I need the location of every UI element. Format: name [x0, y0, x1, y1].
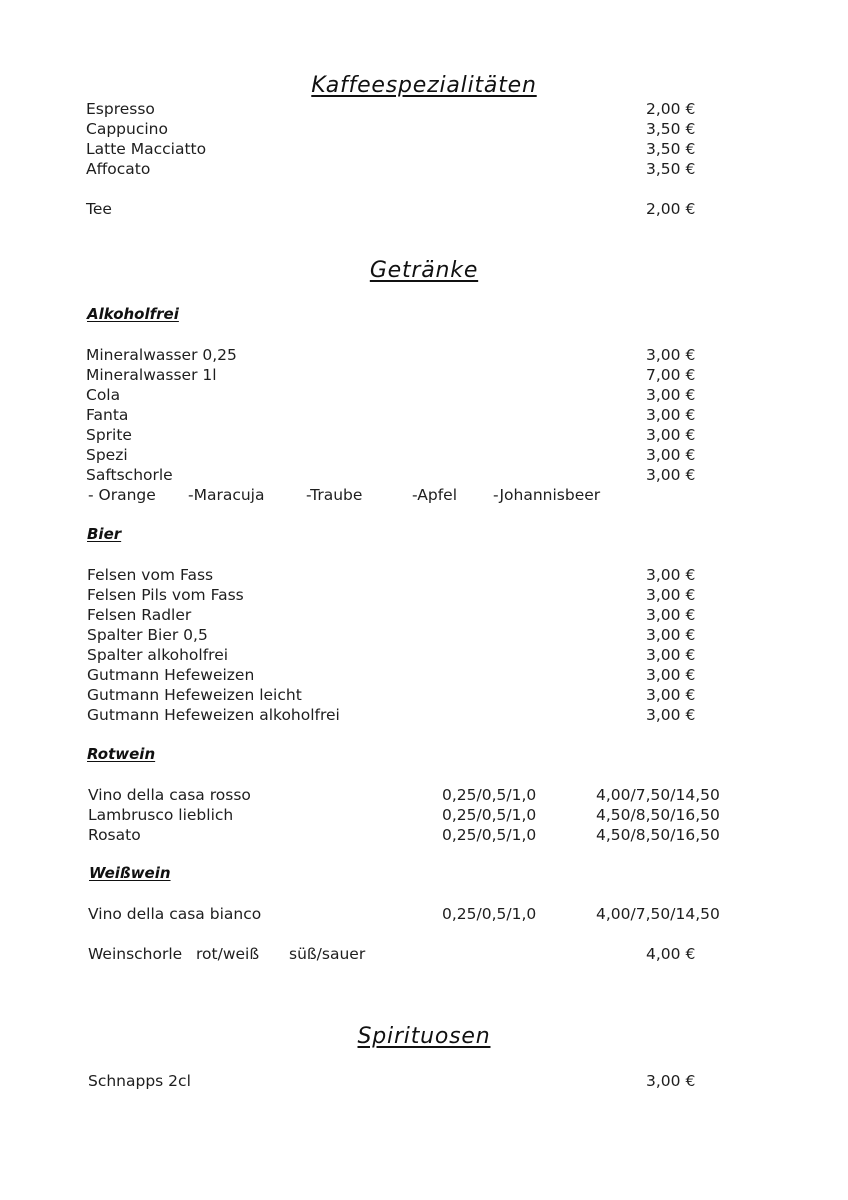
item-name: Vino della casa rosso — [88, 786, 251, 804]
item-name: Vino della casa bianco — [88, 905, 262, 923]
item-sizes: 0,25/0,5/1,0 — [442, 826, 537, 844]
item-name: Fanta — [86, 406, 129, 424]
list-item — [0, 705, 848, 725]
list-item — [0, 685, 848, 705]
item-price: 3,00 € — [646, 446, 696, 464]
flavor-traube: -Traube — [306, 486, 363, 504]
list-item — [0, 605, 848, 625]
tee-list — [0, 199, 848, 219]
item-price: 4,00/7,50/14,50 — [596, 786, 720, 804]
item-name: Lambrusco lieblich — [88, 806, 234, 824]
flavor-row — [0, 485, 848, 505]
item-price: 3,00 € — [646, 466, 696, 484]
item-name: Gutmann Hefeweizen leicht — [87, 686, 302, 704]
list-item — [0, 785, 848, 805]
list-item — [0, 625, 848, 645]
item-price: 4,50/8,50/16,50 — [596, 826, 720, 844]
item-price: 3,00 € — [646, 606, 696, 624]
list-item — [0, 385, 848, 405]
item-name: Latte Macciatto — [86, 140, 207, 158]
item-price: 4,00 € — [646, 945, 696, 963]
list-item — [0, 565, 848, 585]
list-item — [0, 365, 848, 385]
bier-list — [0, 565, 848, 725]
section-title-kaffee: Kaffeespezialitäten — [311, 73, 537, 98]
item-price: 2,00 € — [646, 200, 696, 218]
item-price: 3,00 € — [646, 346, 696, 364]
flavor-orange: - Orange — [88, 486, 156, 504]
item-price: 3,00 € — [646, 686, 696, 704]
item-name: Felsen Radler — [87, 606, 192, 624]
item-price: 3,00 € — [646, 386, 696, 404]
subsection-title-bier: Bier — [87, 525, 122, 543]
list-item — [0, 139, 848, 159]
item-name: Spezi — [86, 446, 128, 464]
item-price: 3,50 € — [646, 120, 696, 138]
item-name: Mineralwasser 0,25 — [86, 346, 237, 364]
item-name: Rosato — [88, 826, 141, 844]
alkoholfrei-list — [0, 345, 848, 505]
item-price: 3,50 € — [646, 140, 696, 158]
list-item — [0, 345, 848, 365]
item-name: Mineralwasser 1l — [86, 366, 217, 384]
item-name: Felsen vom Fass — [87, 566, 214, 584]
list-item — [0, 425, 848, 445]
list-item — [0, 825, 848, 845]
subsection-title-alkoholfrei: Alkoholfrei — [87, 305, 179, 323]
item-name: Felsen Pils vom Fass — [87, 586, 244, 604]
item-name: Affocato — [86, 160, 151, 178]
item-price: 3,00 € — [646, 1072, 696, 1090]
list-item — [0, 665, 848, 685]
item-price: 2,00 € — [646, 100, 696, 118]
section-title-spirituosen: Spirituosen — [357, 1024, 491, 1049]
item-name: Weinschorle — [88, 945, 183, 963]
item-price: 3,00 € — [646, 706, 696, 724]
item-name: Spalter Bier 0,5 — [87, 626, 208, 644]
item-name: Sprite — [86, 426, 132, 444]
subsection-title-weisswein: Weißwein — [89, 864, 171, 882]
list-item — [0, 199, 848, 219]
item-price: 3,00 € — [646, 426, 696, 444]
item-price: 7,00 € — [646, 366, 696, 384]
flavor-johannisbeer: -Johannisbeer — [493, 486, 601, 504]
item-price: 3,00 € — [646, 406, 696, 424]
section-title-getraenke: Getränke — [369, 258, 479, 283]
list-item — [0, 465, 848, 485]
list-item — [0, 99, 848, 119]
item-taste: süß/sauer — [289, 945, 366, 963]
item-price: 3,00 € — [646, 626, 696, 644]
item-sizes: 0,25/0,5/1,0 — [442, 786, 537, 804]
flavor-maracuja: -Maracuja — [188, 486, 265, 504]
item-name: Gutmann Hefeweizen alkoholfrei — [87, 706, 340, 724]
item-price: 3,00 € — [646, 566, 696, 584]
list-item — [0, 159, 848, 179]
item-sizes: 0,25/0,5/1,0 — [442, 806, 537, 824]
weinschorle-list — [0, 944, 848, 964]
item-price: 3,00 € — [646, 666, 696, 684]
flavor-apfel: -Apfel — [412, 486, 457, 504]
item-name: Saftschorle — [86, 466, 173, 484]
item-sizes: 0,25/0,5/1,0 — [442, 905, 537, 923]
item-name: Cola — [86, 386, 121, 404]
list-item — [0, 944, 848, 964]
weisswein-list — [0, 904, 848, 924]
list-item — [0, 585, 848, 605]
list-item — [0, 904, 848, 924]
spirituosen-list — [0, 1071, 848, 1091]
list-item — [0, 445, 848, 465]
item-price: 3,00 € — [646, 586, 696, 604]
item-name: Tee — [86, 200, 112, 218]
list-item — [0, 805, 848, 825]
kaffee-list — [0, 99, 848, 179]
item-name: Cappucino — [86, 120, 168, 138]
item-price: 4,00/7,50/14,50 — [596, 905, 720, 923]
item-name: Gutmann Hefeweizen — [87, 666, 255, 684]
item-price: 4,50/8,50/16,50 — [596, 806, 720, 824]
rotwein-list — [0, 785, 848, 845]
list-item — [0, 405, 848, 425]
item-colors: rot/weiß — [196, 945, 260, 963]
list-item — [0, 645, 848, 665]
item-price: 3,00 € — [646, 646, 696, 664]
list-item — [0, 119, 848, 139]
list-item — [0, 1071, 848, 1091]
item-name: Schnapps 2cl — [88, 1072, 191, 1090]
item-name: Espresso — [86, 100, 155, 118]
item-name: Spalter alkoholfrei — [87, 646, 229, 664]
subsection-title-rotwein: Rotwein — [87, 745, 156, 763]
item-price: 3,50 € — [646, 160, 696, 178]
